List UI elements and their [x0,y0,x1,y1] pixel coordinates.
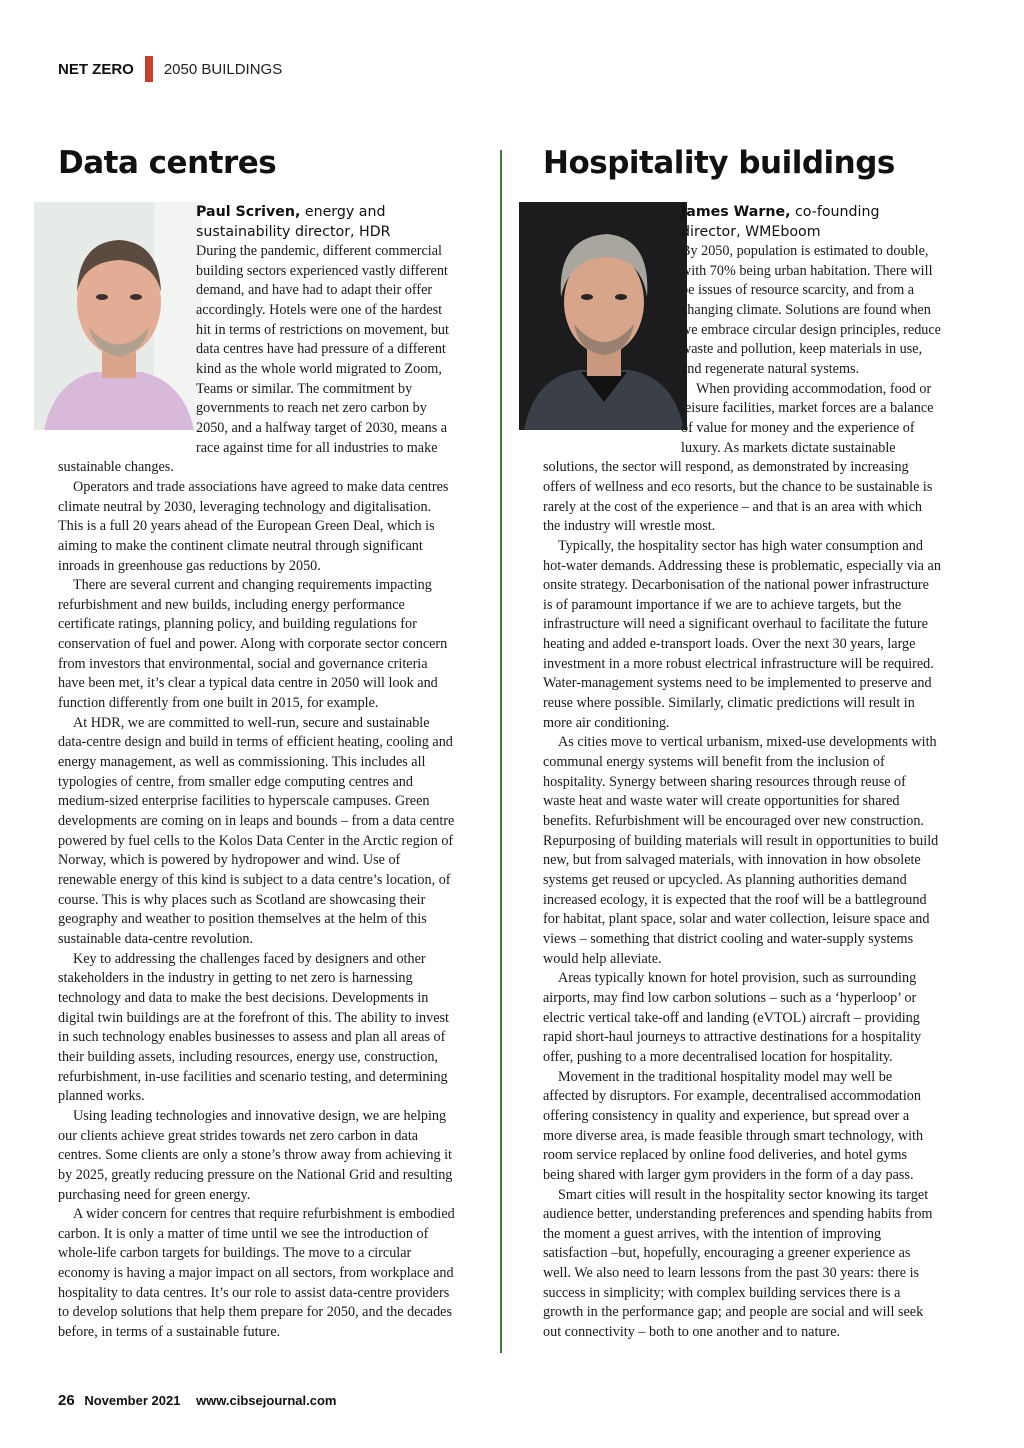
section-label: NET ZERO [58,60,134,78]
page-number: 26 [58,1392,75,1409]
author-name: Paul Scriven, [196,204,301,220]
body-paragraph: Smart cities will result in the hospitality sector knowing its target audience better, understanding preferences and spending habits from the moment a guest arrives, with the intention of improving satisfaction –but, hopefully, encouraging a greener experience as well. We also need to learn lessons from the past 30 years: there is success in simplicity; with complex building services there is a growth in the performance gap; and people are social and will seek out connectivity – both to one another and to nature. [543,1186,933,1341]
body-paragraph: Areas typically known for hotel provision, such as surrounding airports, may find low carbon solutions – such as a ‘hyperloop’ or electric vertical take-off and landing (eVTOL) aircraft – providing rapid short-haul journeys to attractive destinations for a hospitality offer, pushing to a more decentralised location for hospitality. [543,970,922,1065]
subsection-label: 2050 BUILDINGS [163,60,283,78]
body-paragraph: Operators and trade associations have agreed to make data centres climate neutral by 2030, leveraging technology and digitalisation. This is a full 20 years ahead of the European Green Deal, which is aiming to make the continent climate neutral through significant inroads in greenhouse gas reductions by 2050. [58,478,449,574]
body-paragraph: During the pandemic, different commercial building sectors experienced vastly different demand, and have had to adapt their offer accordingly. Hotels were one of the hardest hit in terms of restrictions on movement, but data centres have had pressure of a different kind as the whole world migrated to Zoom, Teams or similar. The commitment by governments to reach net zero carbon by 2050, and a halfway target of 2030, means a race against time for all industries to make sustainable changes. [58,243,449,476]
body-paragraph: When providing accommodation, food or leisure facilities, market forces are a balance of value for money and the experience of luxury. As markets dictate sustainable solutions, the sector will respond, as demonstrated by increasing offers of wellness and eco resorts, but the chance to be sustainable is rarely at the cost of the experience – and that is an area with which the industry will wrestle most. [543,380,934,535]
author-name: James Warne, [681,204,791,220]
accent-bar [145,56,153,82]
body-paragraph: Key to addressing the challenges faced by designers and other stakeholders in the industry in getting to net zero is harnessing technology and data to make the best decisions. Developments in digital twin buildings are at the forefront of this. The ability to invest in such technology enables businesses to assess and plan all areas of their building assets, including resources, energy use, construction, refurbishment, in-use facilities and scenario testing, and determining planned works. [58,950,450,1105]
column-divider [500,150,502,1353]
article-title: Hospitality buildings [543,145,895,181]
page-footer [58,1392,336,1409]
website-url: www.cibsejournal.com [196,1393,337,1408]
body-paragraph: Using leading technologies and innovative design, we are helping our clients achieve great strides towards net zero carbon in data centres. Some clients are only a stone’s throw away from achieving it by 2025, greatly reducing pressure on the National Grid and resulting purchasing need for green energy. [58,1107,453,1203]
issue-date: November 2021 [84,1393,181,1408]
portrait-image [34,202,202,430]
author-role: co-founding director, WMEboom [681,204,880,240]
body-paragraph: As cities move to vertical urbanism, mixed-use developments with communal energy systems will benefit from the inclusion of hospitality. Synergy between sharing resources through reuse of waste heat and waste water will create opportunities for shared benefits. Refurbishment will be encouraged over new construction. Repurposing of building materials will result in opportunities to build new, but from salvaged materials, with innovation in how obsolete systems get reused or upcycled. As planning authorities demand increased ecology, it is expected that the roof will be a battleground for habitat, plant space, solar and water collection, leisure space and views – something that district cooling and water-supply systems would help alleviate. [543,734,939,967]
body-paragraph: Typically, the hospitality sector has high water consumption and hot-water demands. Addressing these is problematic, especially via an onsite strategy. Decarbonisation of the national power infrastructure is of paramount importance if we are to achieve targets, but the infrastructure will need a significant overhaul to facilitate the future heating and added e-transport loads. Over the next 30 years, large investment in a more robust electrical infrastructure will be required. Water-management systems need to be implemented to preserve and reuse where possible. Similarly, climatic predictions will result in more air conditioning. [543,537,941,731]
body-paragraph: At HDR, we are committed to well-run, secure and sustainable data-centre design and build in terms of efficient heating, cooling and energy management, as well as commissioning. This includes all typologies of centre, from smaller edge computing centres and medium-sized enterprise facilities to hyperscale campuses. Green developments are coming on in leaps and bounds – from a data centre powered by fuel cells to the Kolos Data Center in the Arctic region of Norway, which is powered by hydropower and wind. Use of renewable energy of this kind is subject to a data centre’s location, of course. This is why places such as Scotland are showcasing their geography and weather to position themselves at the helm of this sustainable data-centre revolution. [58,714,455,947]
author-photo-paul-scriven [34,202,196,458]
article-title: Data centres [58,145,277,181]
portrait-image [519,202,687,430]
article-hospitality-buildings [543,142,941,1343]
author-photo-james-warne [519,202,681,458]
body-paragraph: There are several current and changing requirements impacting refurbishment and new builds, including energy performance certificate ratings, planning policy, and building regulations for conservation of fuel and power. Along with corporate sector concern from investors that environmental, social and governance criteria have been met, it’s clear a typical data centre in 2050 will look and function differently from one built in 2015, for example. [58,577,448,712]
body-paragraph: By 2050, population is estimated to double, with 70% being urban habitation. There will be issues of resource scarcity, and from a changing climate. Solutions are found when we embrace circular design principles, reduce waste and pollution, keep materials in use, and regenerate natural systems. [681,243,941,377]
author-role: energy and sustainability director, HDR [196,204,391,240]
section-header [58,56,282,82]
article-data-centres [58,142,456,1343]
body-paragraph: A wider concern for centres that require refurbishment is embodied carbon. It is only a matter of time until we see the introduction of whole-life carbon targets for buildings. The move to a circular economy is having a major impact on all sectors, from workplace and hospitality to data centres. It’s our role to assist data-centre providers to develop solutions that help them prepare for 2050, and the decades before, in terms of a sustainable future. [58,1206,455,1341]
body-paragraph: Movement in the traditional hospitality model may well be affected by disruptors. For example, decentralised accommodation offering consistency in quality and experience, but spread over a more diverse area, is made feasible through smart technology, with room service replaced by online food deliveries, and hotel gyms being shared with larger gym providers in the form of a day pass. [543,1068,924,1183]
